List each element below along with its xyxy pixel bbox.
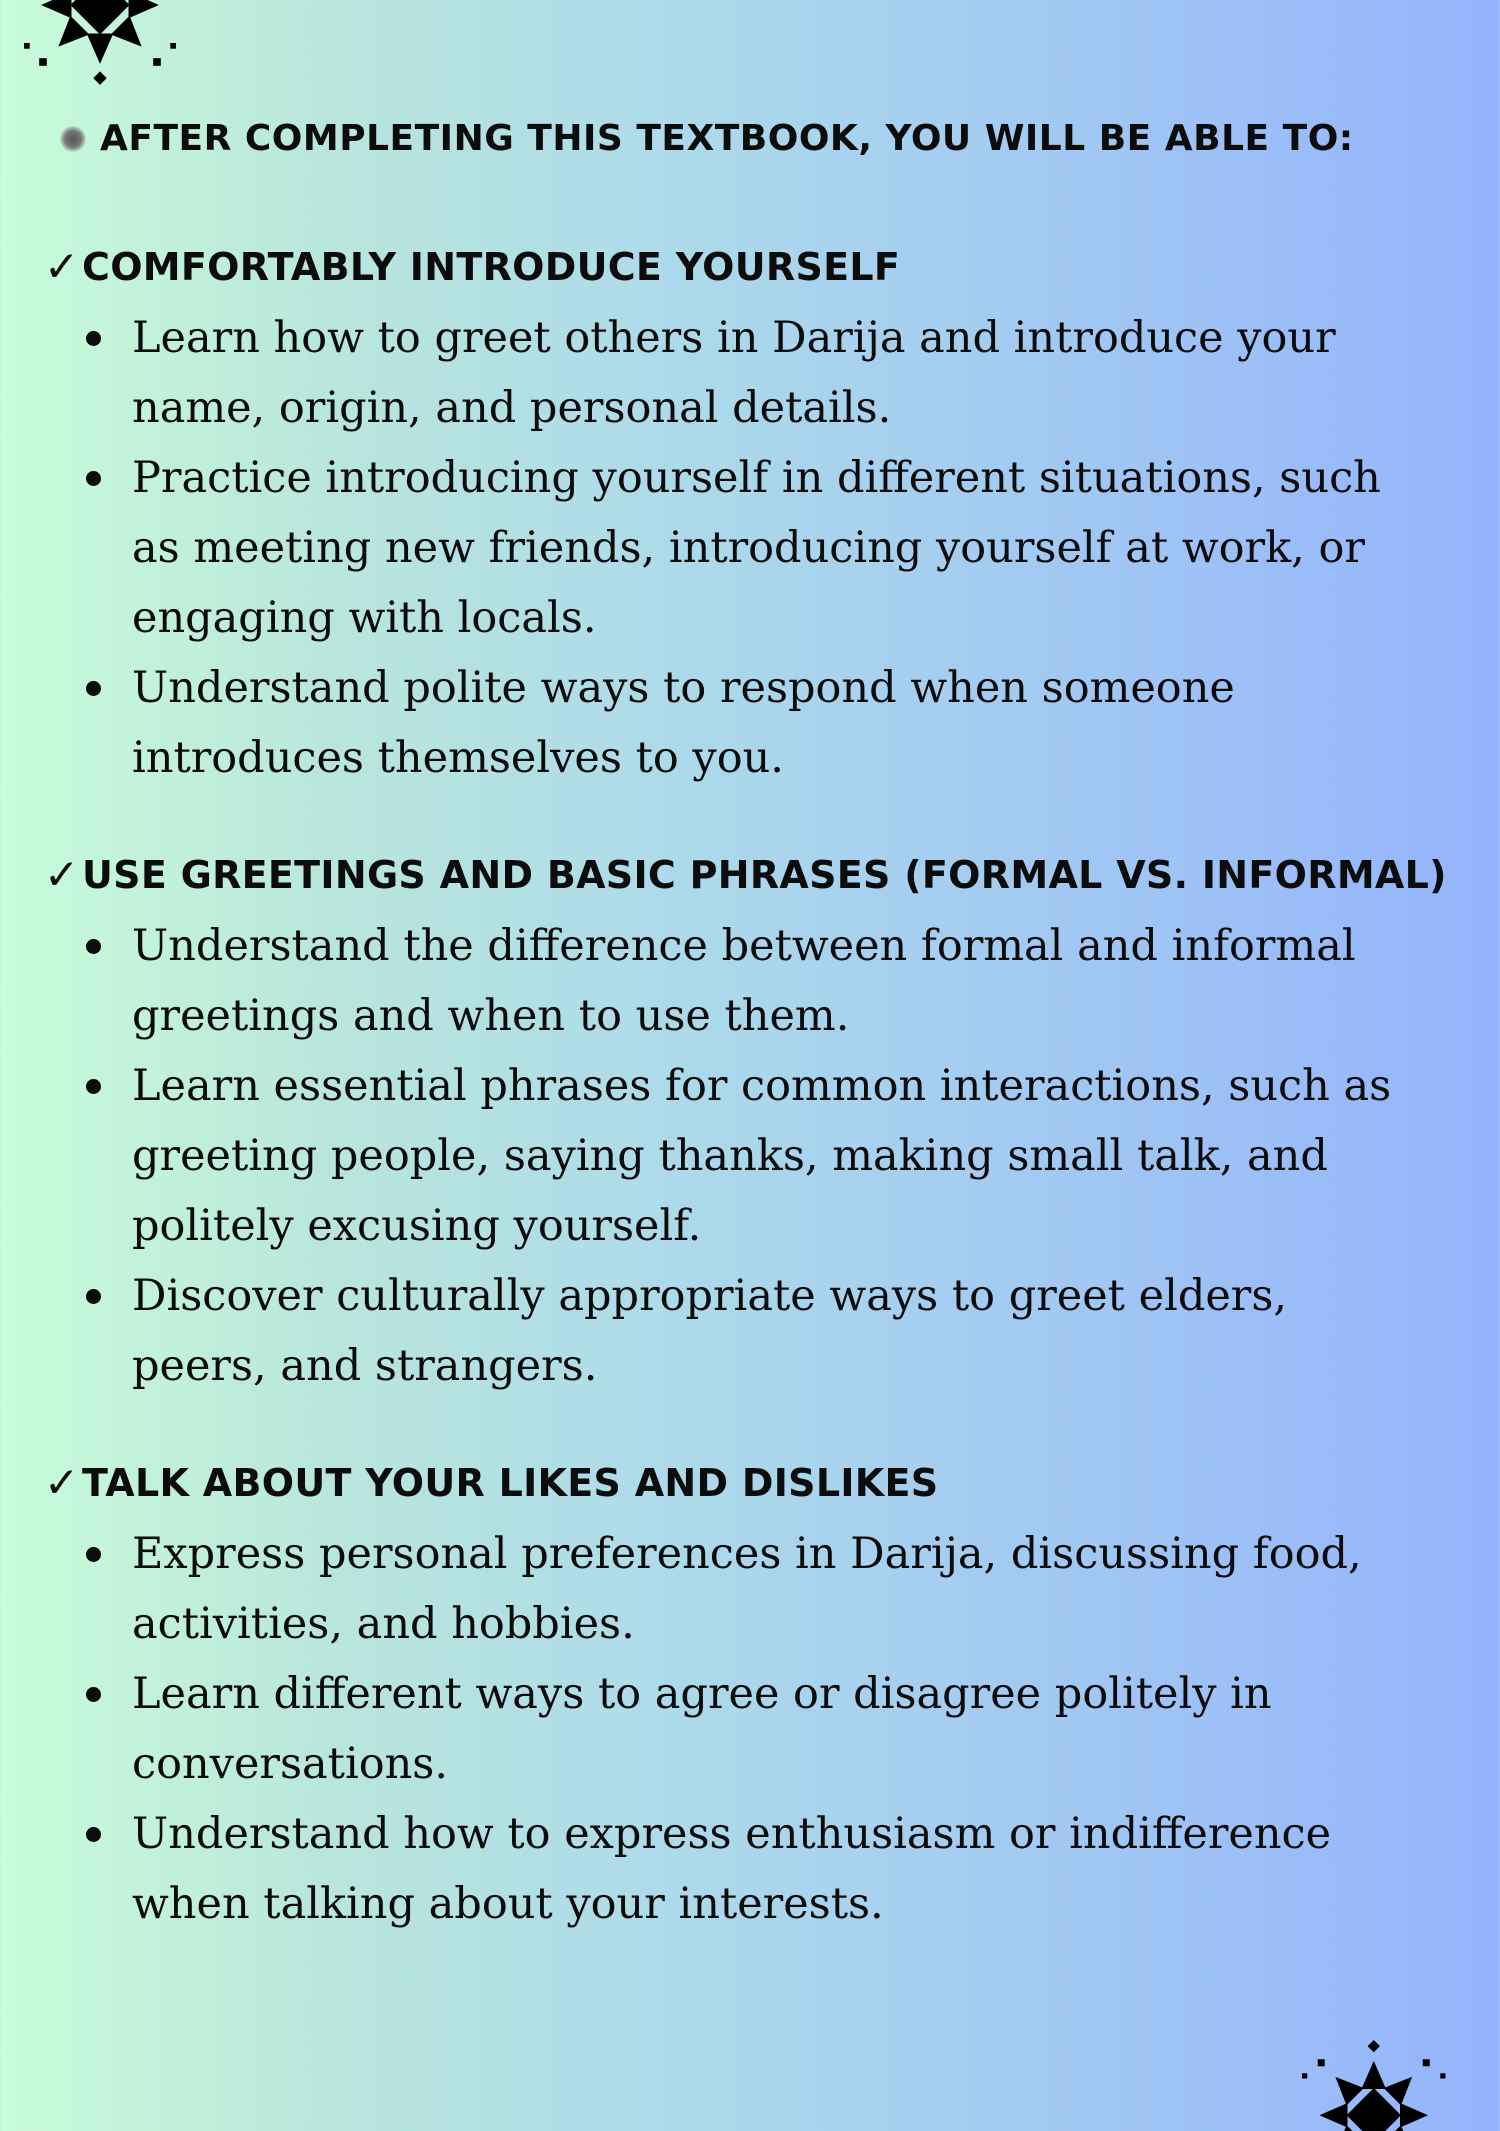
list-item — [44, 1659, 1454, 1799]
section-heading — [44, 845, 1454, 905]
list-item — [44, 1799, 1454, 1939]
section-introduce-yourself — [44, 237, 1454, 793]
list-item — [44, 1261, 1454, 1401]
geometric-star-ornament-icon — [0, 0, 200, 100]
bullet-dot-icon — [86, 331, 101, 346]
checkmark-icon: ✓ — [44, 1458, 80, 1507]
bullet-dot-icon — [86, 681, 101, 696]
section-heading — [44, 1453, 1454, 1513]
list-item-text: Discover culturally appropriate ways to greet elders, peers, and strangers. — [132, 1271, 1288, 1391]
section-heading — [44, 237, 1454, 297]
list-item-text: Learn essential phrases for common interactions, such as greeting people, saying thanks, making small talk, and politely excusing yourself. — [132, 1061, 1392, 1251]
checkmark-icon: ✓ — [44, 242, 80, 291]
bullet-dot-icon — [86, 1827, 101, 1842]
bullet-dot-icon — [86, 1079, 101, 1094]
list-item — [44, 653, 1454, 793]
bullet-dot-icon — [86, 1289, 101, 1304]
list-item — [44, 443, 1454, 653]
list-item-text: Understand how to express enthusiasm or indifference when talking about your interests. — [132, 1809, 1332, 1929]
page-title: AFTER COMPLETING THIS TEXTBOOK, YOU WILL BE ABLE TO: — [100, 118, 1354, 159]
list-item-text: Learn different ways to agree or disagree politely in conversations. — [132, 1669, 1272, 1789]
list-item-text: Practice introducing yourself in different situations, such as meeting new friends, introducing yourself at work, or engaging with locals. — [132, 453, 1381, 643]
list-item — [44, 1051, 1454, 1261]
bullet-dot-icon — [86, 1547, 101, 1562]
list-item — [44, 911, 1454, 1051]
list-item-text: Express personal preferences in Darija, discussing food, activities, and hobbies. — [132, 1529, 1362, 1649]
page-header — [60, 118, 1354, 159]
list-item — [44, 1519, 1454, 1659]
section-title: USE GREETINGS AND BASIC PHRASES (FORMAL VS. INFORMAL) — [82, 853, 1447, 897]
bullet-list — [44, 1519, 1454, 1939]
checkmark-icon: ✓ — [44, 850, 80, 899]
bullet-list — [44, 303, 1454, 793]
list-item-text: Understand the difference between formal and informal greetings and when to use them. — [132, 921, 1356, 1041]
list-item-text: Learn how to greet others in Darija and introduce your name, origin, and personal details. — [132, 313, 1336, 433]
section-title: COMFORTABLY INTRODUCE YOURSELF — [82, 245, 901, 289]
section-likes-dislikes — [44, 1453, 1454, 1939]
list-item — [44, 303, 1454, 443]
section-title: TALK ABOUT YOUR LIKES AND DISLIKES — [82, 1461, 939, 1505]
geometric-star-ornament-icon — [1230, 1991, 1500, 2131]
bullet-dot-icon — [86, 1687, 101, 1702]
list-item-text: Understand polite ways to respond when someone introduces themselves to you. — [132, 663, 1235, 783]
section-greetings-phrases — [44, 845, 1454, 1401]
bullet-list — [44, 911, 1454, 1401]
bullet-dot-icon — [86, 939, 101, 954]
bullet-dot-icon — [86, 471, 101, 486]
blurred-bullet-icon — [60, 126, 86, 152]
